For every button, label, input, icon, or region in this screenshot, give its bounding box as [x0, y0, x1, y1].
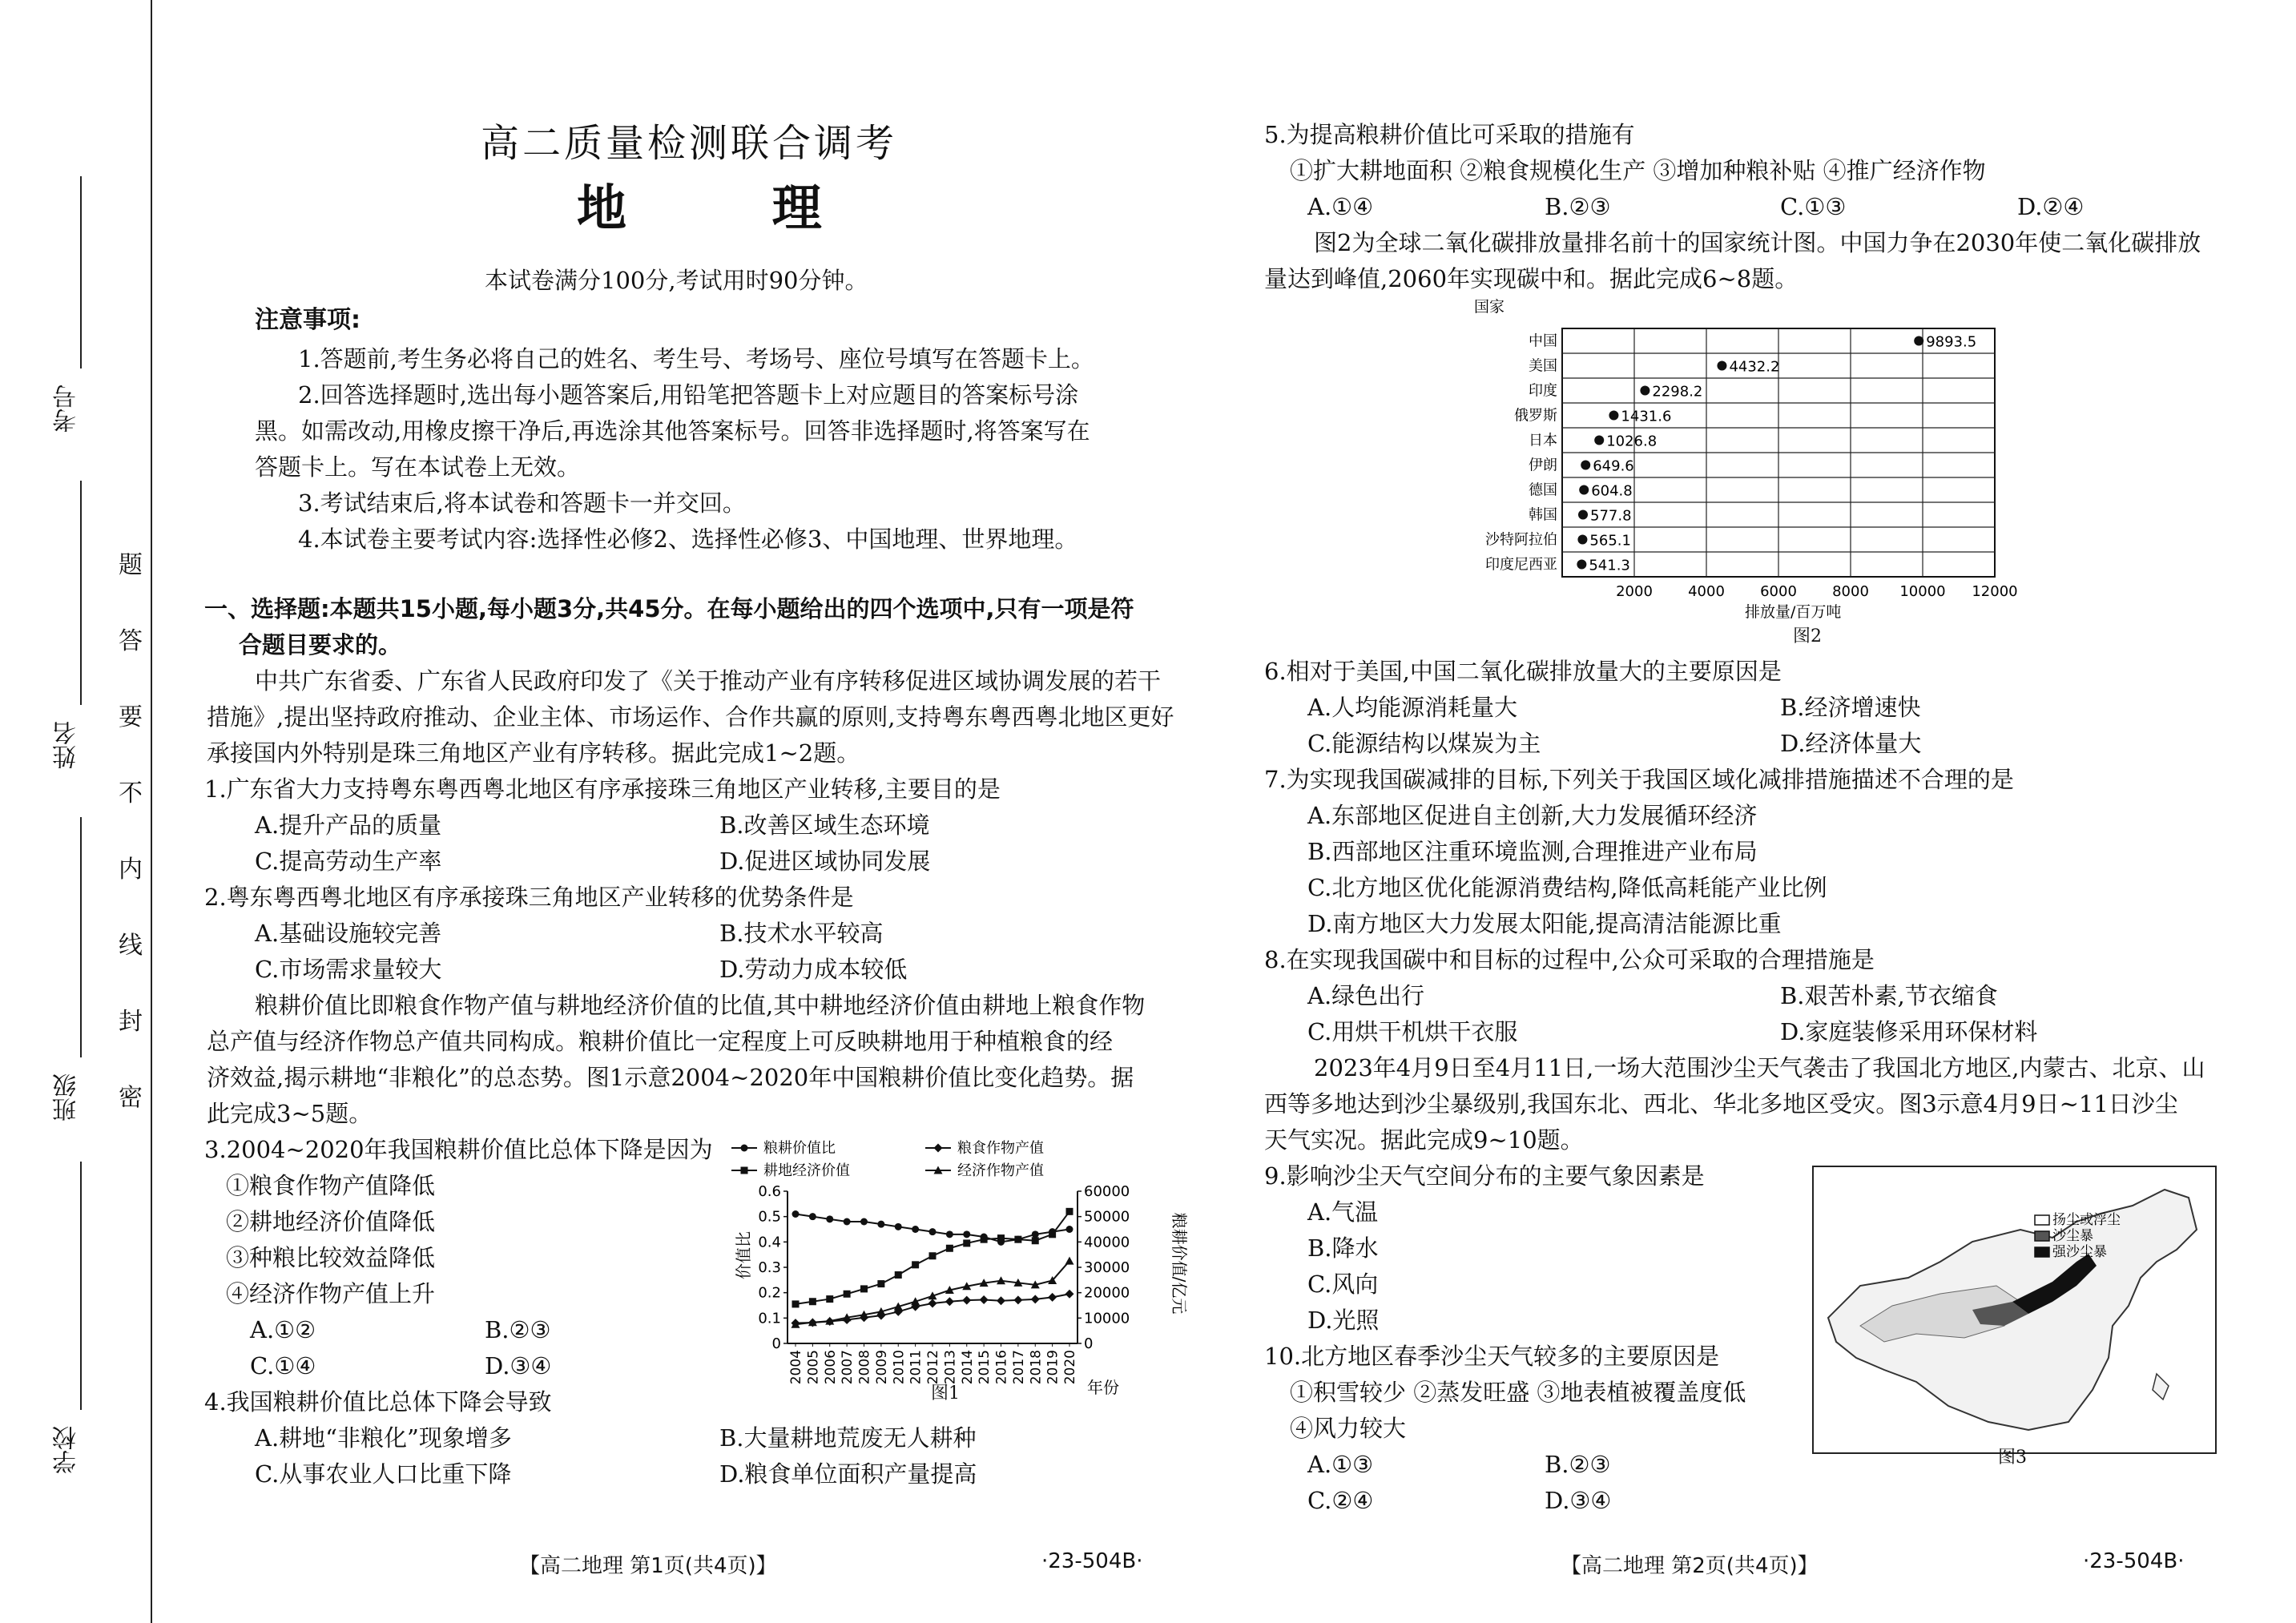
left-tick-label: 0 [771, 1335, 781, 1352]
q10-items: ①积雪较少 ②蒸发旺盛 ③地表植被覆盖度低 [1290, 1379, 1746, 1406]
q7-option-b: B.西部地区注重环境监测,合理推进产业布局 [1307, 838, 1758, 865]
legend-label: 粮耕价值比 [763, 1140, 836, 1157]
binding-divider [151, 0, 152, 1623]
q4-option-a: A.耕地“非粮化”现象增多 [255, 1424, 512, 1452]
data-point [1032, 1237, 1039, 1244]
passage-line: 此完成3~5题。 [207, 1100, 373, 1127]
q8-option-b: B.艰苦朴素,节衣缩食 [1780, 982, 1998, 1009]
data-point [1014, 1236, 1021, 1243]
q1-stem: 1.广东省大力支持粤东粤西粤北地区有序承接珠三角地区产业转移,主要目的是 [204, 775, 1001, 803]
q4-option-b: B.大量耕地荒废无人耕种 [719, 1424, 977, 1452]
data-point [1065, 1290, 1074, 1299]
q2-stem: 2.粤东粤西粤北地区有序承接珠三角地区产业转移的优势条件是 [204, 884, 854, 911]
q1-option-c: C.提高劳动生产率 [255, 848, 442, 875]
category-label: 德国 [1529, 481, 1557, 499]
seal-char: 题 [119, 551, 143, 579]
q5-option-c: C.①③ [1780, 193, 1847, 220]
x-tick-label: 2000 [1616, 583, 1653, 600]
category-label: 沙特阿拉伯 [1485, 531, 1557, 549]
seal-char: 封 [119, 1008, 143, 1036]
data-point [929, 1228, 937, 1235]
seal-char: 密 [119, 1084, 143, 1112]
q2-option-c: C.市场需求量较大 [255, 956, 442, 983]
x-tick-label: 2004 [788, 1350, 804, 1385]
left-tick-label: 0.2 [758, 1284, 781, 1302]
category-label: 伊朗 [1529, 457, 1557, 474]
q8-stem: 8.在实现我国碳中和目标的过程中,公众可采取的合理措施是 [1264, 946, 1875, 973]
figure-1-chart [725, 1134, 1190, 1410]
right-tick-label: 40000 [1084, 1234, 1130, 1251]
passage-line: 图2为全球二氧化碳排放量排名前十的国家统计图。中国力争在2030年使二氧化碳排放 [1314, 229, 2201, 256]
category-label: 俄罗斯 [1514, 407, 1557, 425]
x-tick-label: 6000 [1760, 583, 1797, 600]
data-point [1609, 411, 1618, 421]
exam-info: 本试卷满分100分,考试用时90分钟。 [485, 267, 868, 294]
legend-label: 扬尘或浮尘 [2052, 1212, 2121, 1228]
data-point [1048, 1293, 1057, 1302]
q7-stem: 7.为实现我国碳减排的目标,下列关于我国区域化减排措施描述不合理的是 [1264, 766, 2014, 793]
name-label: 姓名 [53, 721, 81, 769]
data-point [997, 1296, 1005, 1305]
x-tick-label: 2011 [908, 1350, 924, 1385]
data-label: 577.8 [1590, 507, 1632, 525]
q9-option-d: D.光照 [1307, 1307, 1380, 1334]
q6-option-d: D.经济体量大 [1780, 730, 1922, 757]
x-tick-label: 2017 [1010, 1350, 1027, 1385]
legend-swatch-sandstorm [2035, 1231, 2049, 1241]
class-label: 班级 [53, 1073, 81, 1122]
data-point [946, 1230, 953, 1238]
passage-line: 量达到峰值,2060年实现碳中和。据此完成6~8题。 [1264, 265, 1799, 292]
data-point [1717, 361, 1726, 371]
data-label: 649.6 [1593, 457, 1634, 475]
notice-line: 3.考试结束后,将本试卷和答题卡一并交回。 [298, 489, 746, 517]
data-point [945, 1297, 954, 1306]
q10-option-d: D.③④ [1545, 1487, 1612, 1514]
x-tick-label: 2019 [1045, 1350, 1061, 1385]
q6-option-c: C.能源结构以煤炭为主 [1307, 730, 1541, 757]
q5-option-d: D.②④ [2017, 193, 2085, 220]
passage-line: 总产值与经济作物总产值共同构成。粮耕价值比一定程度上可反映耕地用于种植粮食的经 [207, 1028, 1114, 1055]
school-line [80, 1162, 82, 1410]
data-label: 9893.5 [1926, 333, 1977, 351]
exam-title: 高二质量检测联合调考 [481, 121, 898, 166]
legend-marker [934, 1144, 943, 1153]
q7-option-c: C.北方地区优化能源消费结构,降低高耗能产业比例 [1307, 874, 1827, 901]
figure-1-right-axis-label: 粮耕价值/亿元 [1170, 1212, 1189, 1315]
data-point [912, 1261, 919, 1268]
q5-stem: 5.为提高粮耕价值比可采取的措施有 [1264, 121, 1635, 148]
data-point [981, 1236, 988, 1243]
data-point [963, 1239, 970, 1246]
q4-stem: 4.我国粮耕价值比总体下降会导致 [204, 1388, 552, 1416]
left-tick-label: 0.5 [758, 1208, 781, 1226]
data-point [1577, 560, 1586, 570]
data-point [895, 1271, 902, 1279]
footer-left-code: ·23-504B· [1041, 1549, 1143, 1573]
figure-2-y-axis-label: 国家 [1474, 298, 1505, 316]
name-line [80, 481, 82, 705]
q8-option-c: C.用烘干机烘干衣服 [1307, 1018, 1518, 1045]
q5-option-a: A.①④ [1307, 193, 1374, 220]
figure-1-series [792, 1208, 1074, 1328]
right-tick-label: 30000 [1084, 1259, 1130, 1276]
data-label: 565.1 [1589, 532, 1631, 550]
data-point [1581, 461, 1590, 470]
data-point [844, 1291, 851, 1298]
x-tick-label: 2006 [822, 1350, 839, 1385]
q3-option-a: A.①② [250, 1316, 316, 1343]
binding-margin [0, 0, 160, 1623]
right-tick-label: 20000 [1084, 1284, 1130, 1302]
left-tick-label: 0.3 [758, 1259, 781, 1276]
category-label: 印度 [1529, 382, 1557, 400]
data-point [792, 1300, 800, 1307]
q3-item: ③种粮比较效益降低 [226, 1244, 436, 1271]
section-title: 合题目要求的。 [239, 631, 402, 658]
legend-swatch-strong-sandstorm [2035, 1247, 2049, 1257]
footer-right-code: ·23-504B· [2083, 1549, 2185, 1573]
data-point [826, 1295, 833, 1303]
q5-option-b: B.②③ [1545, 193, 1611, 220]
q6-option-b: B.经济增速快 [1780, 694, 1921, 721]
figure-1-legend [731, 1140, 1044, 1179]
data-point [1032, 1230, 1039, 1238]
data-point [826, 1215, 833, 1222]
series-line [796, 1214, 1069, 1242]
passage-line: 措施》,提出坚持政府推动、企业主体、市场运作、合作共赢的原则,支持粤东粤西粤北地区更好 [207, 703, 1174, 731]
x-tick-label: 2020 [1062, 1350, 1078, 1385]
x-tick-label: 2005 [805, 1350, 822, 1385]
data-point [844, 1218, 851, 1226]
q2-option-b: B.技术水平较高 [719, 920, 884, 947]
data-point [1066, 1226, 1073, 1233]
right-tick-label: 60000 [1084, 1183, 1130, 1200]
category-label: 中国 [1529, 332, 1557, 350]
q9-option-b: B.降水 [1307, 1234, 1379, 1262]
data-point [1579, 485, 1589, 495]
notice-line: 答题卡上。写在本试卷上无效。 [255, 453, 581, 481]
q9-stem: 9.影响沙尘天气空间分布的主要气象因素是 [1264, 1162, 1705, 1190]
figure-2-categories [1485, 333, 1557, 574]
q6-stem: 6.相对于美国,中国二氧化碳排放量大的主要原因是 [1264, 658, 1782, 685]
x-tick-label: 2012 [925, 1350, 941, 1385]
passage-line: 粮耕价值比即粮食作物产值与耕地经济价值的比值,其中耕地经济价值由耕地上粮食作物 [255, 992, 1146, 1019]
school-label: 学校 [53, 1426, 81, 1474]
data-point [929, 1252, 937, 1259]
data-point [980, 1295, 989, 1304]
passage-line: 中共广东省委、广东省人民政府印发了《关于推动产业有序转移促进区域协调发展的若干 [255, 667, 1162, 695]
subject-title: 地 理 [577, 179, 886, 237]
q2-option-a: A.基础设施较完善 [255, 920, 442, 947]
q3-option-d: D.③④ [485, 1352, 552, 1379]
data-label: 541.3 [1589, 557, 1630, 574]
category-label: 美国 [1529, 357, 1557, 375]
data-point [1049, 1230, 1056, 1238]
q10-option-b: B.②③ [1545, 1451, 1611, 1478]
q8-option-a: A.绿色出行 [1307, 982, 1425, 1009]
legend-label: 沙尘暴 [2052, 1228, 2093, 1244]
passage-line: 天气实况。据此完成9~10题。 [1264, 1126, 1584, 1154]
q3-item: ②耕地经济价值降低 [226, 1208, 436, 1235]
x-tick-label: 2007 [840, 1350, 856, 1385]
category-label: 韩国 [1529, 506, 1557, 524]
figure-1-caption: 图1 [931, 1383, 960, 1404]
left-tick-label: 0.6 [758, 1183, 781, 1200]
figure-1-x-axis-label: 年份 [1087, 1378, 1119, 1397]
data-point [877, 1221, 884, 1228]
notice-line: 1.答题前,考生务必将自己的姓名、考生号、考场号、座位号填写在答题卡上。 [298, 345, 1094, 373]
q4-option-c: C.从事农业人口比重下降 [255, 1460, 512, 1488]
passage-line: 2023年4月9日至4月11日,一场大范围沙尘天气袭击了我国北方地区,内蒙古、北京、山 [1314, 1054, 2205, 1081]
x-tick-label: 8000 [1832, 583, 1869, 600]
q6-option-a: A.人均能源消耗量大 [1307, 694, 1518, 721]
x-tick-label: 2013 [942, 1350, 959, 1385]
legend-marker [741, 1145, 748, 1152]
exam-no-line [80, 176, 82, 368]
data-point [963, 1230, 970, 1238]
data-point [1914, 336, 1923, 346]
data-point [860, 1285, 868, 1292]
figure-2-x-ticks [1616, 583, 2018, 600]
legend-swatch-haze [2035, 1215, 2049, 1225]
data-point [809, 1213, 816, 1220]
notice-line: 4.本试卷主要考试内容:选择性必修2、选择性必修3、中国地理、世界地理。 [298, 526, 1078, 553]
data-label: 604.8 [1591, 482, 1633, 500]
notice-title: 注意事项: [255, 306, 361, 334]
data-point [860, 1218, 868, 1226]
legend-label: 经济作物产值 [957, 1162, 1044, 1179]
data-point [962, 1296, 971, 1305]
legend-label: 粮食作物产值 [957, 1140, 1044, 1157]
data-point [895, 1223, 902, 1230]
q3-option-c: C.①④ [250, 1352, 316, 1379]
q10-stem: 10.北方地区春季沙尘天气较多的主要原因是 [1264, 1343, 1720, 1370]
q10-option-a: A.①③ [1307, 1451, 1374, 1478]
figure-3-map [1812, 1166, 2217, 1454]
data-point [1594, 436, 1604, 445]
q2-option-d: D.劳动力成本较低 [719, 956, 908, 983]
data-label: 1026.8 [1606, 433, 1658, 450]
data-label: 2298.2 [1652, 383, 1703, 401]
seal-char: 答 [119, 627, 143, 655]
legend-label: 耕地经济价值 [763, 1162, 850, 1179]
category-label: 印度尼西亚 [1485, 556, 1557, 574]
x-tick-label: 2016 [993, 1350, 1010, 1385]
notice-line: 2.回答选择题时,选出每小题答案后,用铅笔把答题卡上对应题目的答案标号涂 [298, 381, 1079, 409]
data-point [997, 1234, 1005, 1242]
data-label: 1431.6 [1621, 408, 1672, 425]
data-point [1577, 535, 1587, 545]
figure-1-left-axis-label: 价值比 [734, 1231, 753, 1279]
x-tick-label: 10000 [1899, 583, 1946, 600]
q10-option-c: C.②④ [1307, 1487, 1374, 1514]
data-label: 4432.2 [1729, 358, 1780, 376]
data-point [1640, 386, 1649, 396]
q3-stem: 3.2004~2020年我国粮耕价值比总体下降是因为 [204, 1136, 713, 1163]
data-point [877, 1280, 884, 1287]
data-point [912, 1226, 919, 1233]
footer-right-page: 【高二地理 第2页(共4页)】 [1561, 1554, 1819, 1578]
right-tick-label: 10000 [1084, 1310, 1130, 1327]
q3-option-b: B.②③ [485, 1316, 551, 1343]
legend-marker [741, 1167, 748, 1174]
data-point [809, 1298, 816, 1305]
q7-option-a: A.东部地区促进自主创新,大力发展循环经济 [1307, 802, 1758, 829]
data-point [1065, 1257, 1074, 1265]
q5-items: ①扩大耕地面积 ②粮食规模化生产 ③增加种粮补贴 ④推广经济作物 [1290, 157, 1986, 184]
q1-option-a: A.提升产品的质量 [255, 812, 442, 839]
class-line [80, 817, 82, 1057]
x-tick-label: 2018 [1028, 1350, 1045, 1385]
notice-line: 黑。如需改动,用橡皮擦干净后,再选涂其他答案标号。回答非选择题时,将答案写在 [255, 417, 1090, 445]
data-point [792, 1210, 800, 1218]
figure-2-caption: 图2 [1793, 626, 1822, 646]
footer-left-page: 【高二地理 第1页(共4页)】 [519, 1554, 777, 1578]
x-tick-label: 2015 [977, 1350, 993, 1385]
x-tick-label: 2009 [873, 1350, 890, 1385]
data-point [1013, 1295, 1022, 1304]
right-tick-label: 50000 [1084, 1208, 1130, 1226]
q4-option-d: D.粮食单位面积产量提高 [719, 1460, 977, 1488]
seal-char: 内 [119, 856, 143, 884]
q3-item: ④经济作物产值上升 [226, 1280, 436, 1307]
seal-char: 不 [119, 779, 143, 807]
q9-option-a: A.气温 [1307, 1198, 1379, 1226]
passage-line: 承接国内外特别是珠三角地区产业有序转移。据此完成1~2题。 [207, 739, 860, 767]
section-title: 一、选择题:本题共15小题,每小题3分,共45分。在每小题给出的四个选项中,只有一项是符 [204, 595, 1134, 622]
data-point [928, 1299, 937, 1307]
figure-2-chart [1458, 292, 2019, 629]
x-tick-label: 4000 [1688, 583, 1725, 600]
q3-item: ①粮食作物产值降低 [226, 1172, 436, 1199]
x-tick-label: 2008 [856, 1350, 873, 1385]
passage-line: 济效益,揭示耕地“非粮化”的总态势。图1示意2004~2020年中国粮耕价值比变化趋势。据 [207, 1064, 1134, 1091]
left-tick-label: 0.1 [758, 1310, 781, 1327]
seal-char: 要 [119, 703, 143, 731]
x-tick-label: 2010 [891, 1350, 908, 1385]
figure-2-points [1577, 334, 1976, 574]
q1-option-d: D.促进区域协同发展 [719, 848, 931, 875]
x-tick-label: 2014 [959, 1350, 976, 1385]
data-point [1578, 510, 1588, 520]
q8-option-d: D.家庭装修采用环保材料 [1780, 1018, 2038, 1045]
data-point [1031, 1295, 1040, 1303]
data-point [946, 1245, 953, 1252]
right-tick-label: 0 [1084, 1335, 1094, 1352]
x-tick-label: 12000 [1972, 583, 2018, 600]
data-point [1066, 1208, 1073, 1215]
q9-option-c: C.风向 [1307, 1271, 1379, 1298]
legend-label: 强沙尘暴 [2052, 1244, 2107, 1260]
figure-2-x-axis-label: 排放量/百万吨 [1745, 603, 1842, 621]
exam-no-label: 考号 [53, 385, 81, 433]
passage-line: 西等多地达到沙尘暴级别,我国东北、西北、华北多地区受灾。图3示意4月9日~11日沙尘 [1264, 1090, 2178, 1118]
category-label: 日本 [1529, 432, 1557, 449]
figure-3-caption: 图3 [1998, 1448, 2027, 1468]
q10-items: ④风力较大 [1290, 1415, 1407, 1442]
q7-option-d: D.南方地区大力发展太阳能,提高清洁能源比重 [1307, 910, 1782, 937]
q1-option-b: B.改善区域生态环境 [719, 812, 930, 839]
left-tick-label: 0.4 [758, 1234, 781, 1251]
seal-char: 线 [119, 932, 143, 960]
